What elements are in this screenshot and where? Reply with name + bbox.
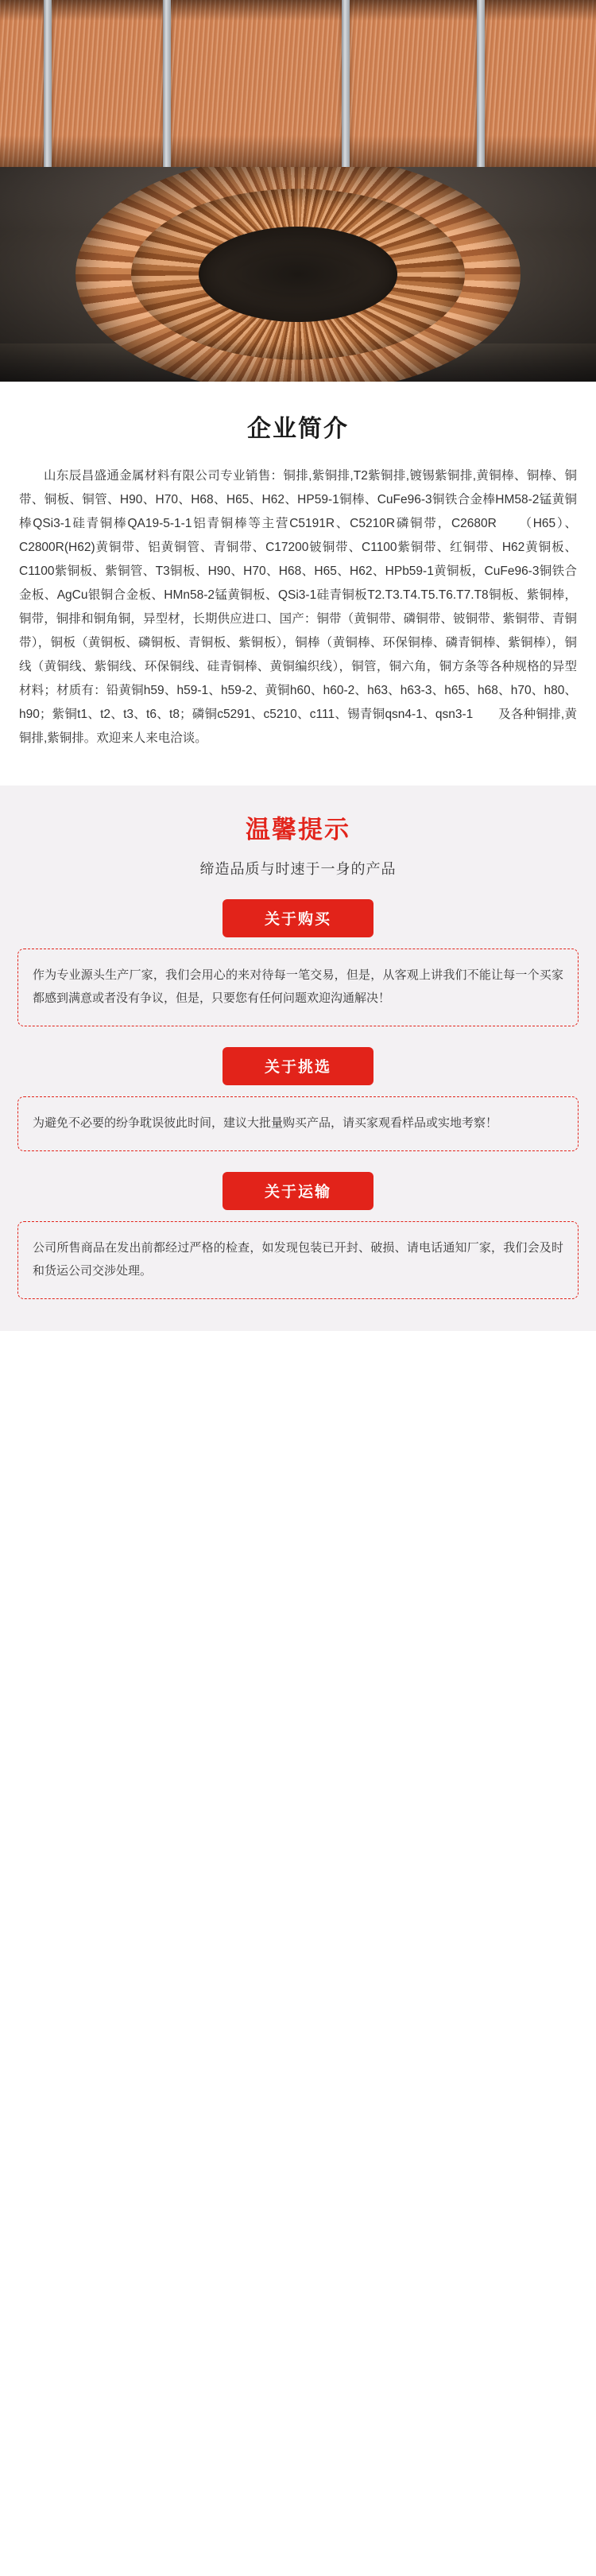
company-intro-title: 企业简介 [247,416,349,442]
warm-tips-section [0,786,596,1331]
coil-strap [44,0,52,167]
photo-bottom-shadow [0,135,596,167]
photo-top-shadow [0,0,596,21]
tip-content-selection: 为避免不必要的纷争耽误彼此时间，建议大批量购买产品，请买家观看样品或实地考察！ [17,1096,579,1151]
tip-content-shipping: 公司所售商品在发出前都经过严格的检查，如发现包装已开封、破损、请电话通知厂家，我们会及时和货运公司交涉处理。 [17,1221,579,1299]
coil-strap [163,0,171,167]
company-intro-section [0,382,596,765]
tip-block-shipping [0,1172,596,1299]
coil-strap [477,0,485,167]
tip-block-selection [0,1047,596,1151]
warm-tips-title: 温馨提示 [246,816,350,844]
tip-content-purchase: 作为专业源头生产厂家，我们会用心的来对待每一笔交易，但是，从客观上讲我们不能让每一个买家都感到满意或者没有争议，但是，只要您有任何问题欢迎沟通解决！ [17,949,579,1026]
warm-tips-subtitle: 缔造品质与时速于一身的产品 [199,861,397,877]
coil-strap [342,0,350,167]
copper-coil-roll-photo [0,0,596,167]
photo-vignette [0,167,596,382]
tip-block-purchase [0,899,596,1026]
tip-button-shipping[interactable]: 关于运输 [223,1172,373,1210]
copper-coil-stack-photo [0,167,596,382]
company-intro-paragraph: 山东辰昌盛通金属材料有限公司专业销售：铜排,紫铜排,T2紫铜排,镀锡紫铜排,黄铜棒、铜棒、铜带、铜板、铜管、H90、H70、H68、H65、H62、HP59-1铜棒、CuFe96-3铜铁合金棒HM58-2锰黄铜棒QSi3-1硅青铜棒QA19-5-1-1铝青铜棒等主营C5191R、C5210R磷铜带，C2680R （H65）、C2800R(H62)黄铜带、铝黄铜管、青铜带、C17200铍铜带、C1100紫铜带、红铜带、H62黄铜板、C1100紫铜板、紫铜管、T3铜板、H90、H70、H68、H65、H62、HPb59-1黄铜板，CuFe96-3铜铁合金板、AgCu银铜合金板、HMn58-2锰黄铜板、QSi3-1硅青铜板T2.T3.T4.T5.T6.T7.T8铜板、紫铜棒，铜带，铜排和铜角铜，异型材，长期供应进口、国产：铜带（黄铜带、磷铜带、铍铜带、紫铜带、青铜带），铜板（黄铜板、磷铜板、青铜板、紫铜板），铜棒（黄铜棒、环保铜棒、磷青铜棒、紫铜棒），铜线（黄铜线、紫铜线、环保铜线、硅青铜棒、黄铜编织线），铜管，铜六角，铜方条等各种规格的异型材料；材质有：铅黄铜h59、h59-1、h59-2、黄铜h60、h60-2、h63、h63-3、h65、h68、h70、h80、h90；紫铜t1、t2、t3、t6、t8；磷铜c5291、c5210、c111、锡青铜qsn4-1、qsn3-1 及各种铜排,黄铜排,紫铜排。欢迎来人来电洽谈。 [19,469,577,745]
tip-button-purchase[interactable]: 关于购买 [223,899,373,937]
tip-button-selection[interactable]: 关于挑选 [223,1047,373,1085]
